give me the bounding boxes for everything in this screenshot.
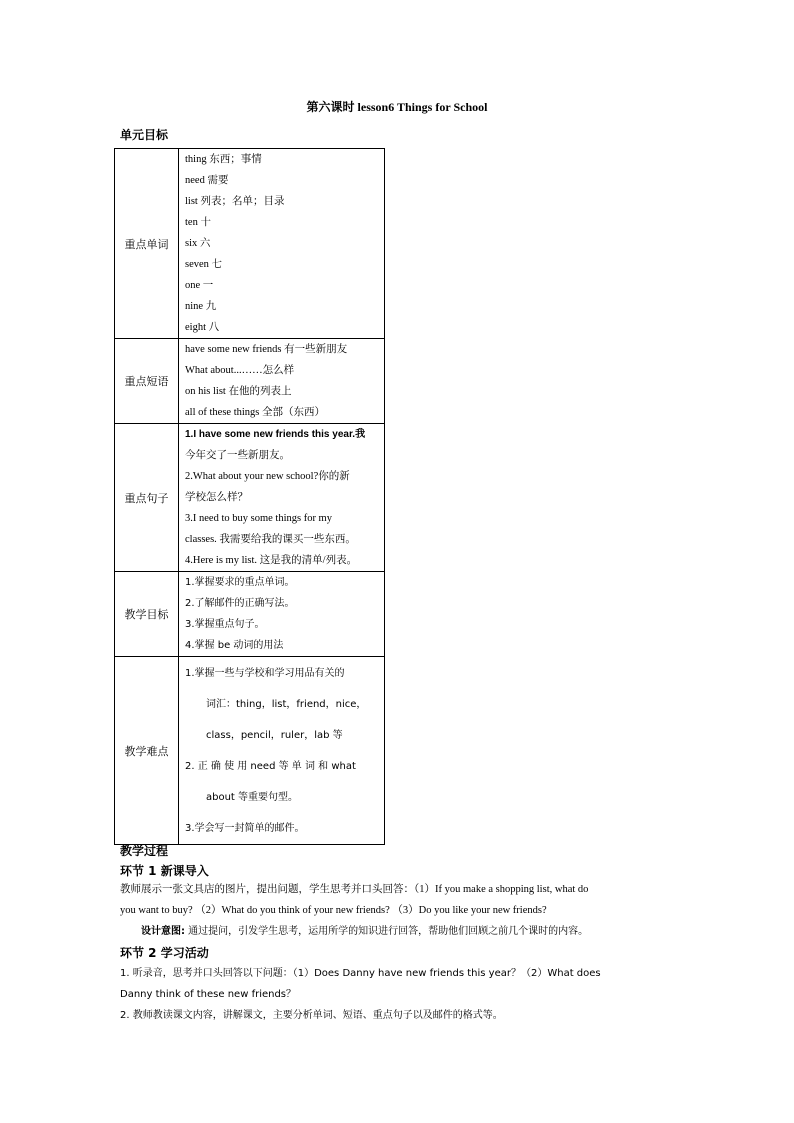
unit-goals-heading: 单元目标 bbox=[120, 128, 169, 142]
list-item: one 一 bbox=[185, 280, 214, 291]
list-item: 1.掌握要求的重点单词。 bbox=[185, 577, 295, 588]
row-content bbox=[179, 149, 385, 339]
list-item: 3.I need to buy some things for my bbox=[185, 513, 332, 524]
step2-item2: 2. 教师教读课文内容，讲解课文，主要分析单词、短语、重点句子以及邮件的格式等。 bbox=[120, 1010, 503, 1021]
design-intent-text: 通过提问，引发学生思考，运用所学的知识进行回答，帮助他们回顾之前几个课时的内容。 bbox=[185, 926, 589, 937]
row-category: 教学目标 bbox=[115, 572, 179, 657]
step1-text-line2: you want to buy? （2）What do you think of your new friends? （3）Do you like your new friends? bbox=[120, 905, 547, 916]
row-content bbox=[179, 572, 385, 657]
list-item: 2.了解邮件的正确写法。 bbox=[185, 598, 295, 609]
list-item: 4.Here is my list. 这是我的清单/列表。 bbox=[185, 555, 358, 566]
list-item: list 列表；名单；目录 bbox=[185, 196, 285, 207]
list-item: 1.掌握一些与学校和学习用品有关的 bbox=[185, 668, 345, 679]
list-item: on his list 在他的列表上 bbox=[185, 386, 292, 397]
step2-item1-line2: Danny think of these new friends？ bbox=[120, 989, 297, 1000]
table-row bbox=[115, 572, 385, 657]
row-content bbox=[179, 339, 385, 424]
list-item: thing 东西；事情 bbox=[185, 154, 262, 165]
row-content bbox=[179, 657, 385, 845]
list-item: six 六 bbox=[185, 238, 211, 249]
list-item: all of these things 全部（东西） bbox=[185, 407, 325, 418]
design-intent-label: 设计意图: bbox=[141, 926, 185, 937]
list-item: eight 八 bbox=[185, 322, 220, 333]
list-item: nine 九 bbox=[185, 301, 217, 312]
row-category: 重点短语 bbox=[115, 339, 179, 424]
row-category: 重点单词 bbox=[115, 149, 179, 339]
table-row bbox=[115, 149, 385, 339]
list-item: seven 七 bbox=[185, 259, 223, 270]
list-item: 词汇：thing，list，friend，nice， bbox=[206, 699, 367, 710]
step1-text-line1: 教师展示一张文具店的图片，提出问题，学生思考并口头回答：（1）If you make a shopping list, what do bbox=[120, 884, 589, 895]
table-row bbox=[115, 339, 385, 424]
list-item: 学校怎么样？ bbox=[185, 492, 248, 503]
list-item: 4.掌握 be 动词的用法 bbox=[185, 640, 284, 651]
list-item: 2.What about your new school?你的新 bbox=[185, 471, 350, 482]
list-item: 今年交了一些新朋友。 bbox=[185, 450, 290, 461]
list-item: ten 十 bbox=[185, 217, 211, 228]
list-item: 2. 正 确 使 用 need 等 单 词 和 what bbox=[185, 761, 356, 772]
list-item: 3.学会写一封简单的邮件。 bbox=[185, 823, 305, 834]
step1-heading: 环节 1 新课导入 bbox=[120, 864, 209, 878]
list-item: classes. 我需要给我的课买一些东西。 bbox=[185, 534, 356, 545]
design-intent bbox=[141, 921, 701, 942]
list-item: 1.I have some new friends this year.我 bbox=[185, 429, 366, 440]
row-content bbox=[179, 424, 385, 572]
page-title: 第六课时 lesson6 Things for School bbox=[306, 100, 488, 114]
process-heading: 教学过程 bbox=[120, 844, 169, 858]
table-row bbox=[115, 424, 385, 572]
list-item: have some new friends 有一些新朋友 bbox=[185, 344, 348, 355]
row-category: 重点句子 bbox=[115, 424, 179, 572]
list-item: What about...……怎么样 bbox=[185, 365, 295, 376]
list-item: need 需要 bbox=[185, 175, 229, 186]
list-item: about 等重要句型。 bbox=[206, 792, 299, 803]
list-item: class，pencil，ruler，lab 等 bbox=[206, 730, 343, 741]
table-row bbox=[115, 657, 385, 845]
row-category: 教学难点 bbox=[115, 657, 179, 845]
list-item: 3.掌握重点句子。 bbox=[185, 619, 265, 630]
goals-table bbox=[114, 148, 385, 845]
step2-heading: 环节 2 学习活动 bbox=[120, 946, 209, 960]
step2-item1-line1: 1. 听录音，思考并口头回答以下问题：（1）Does Danny have new friends this year？（2）What does bbox=[120, 968, 601, 979]
